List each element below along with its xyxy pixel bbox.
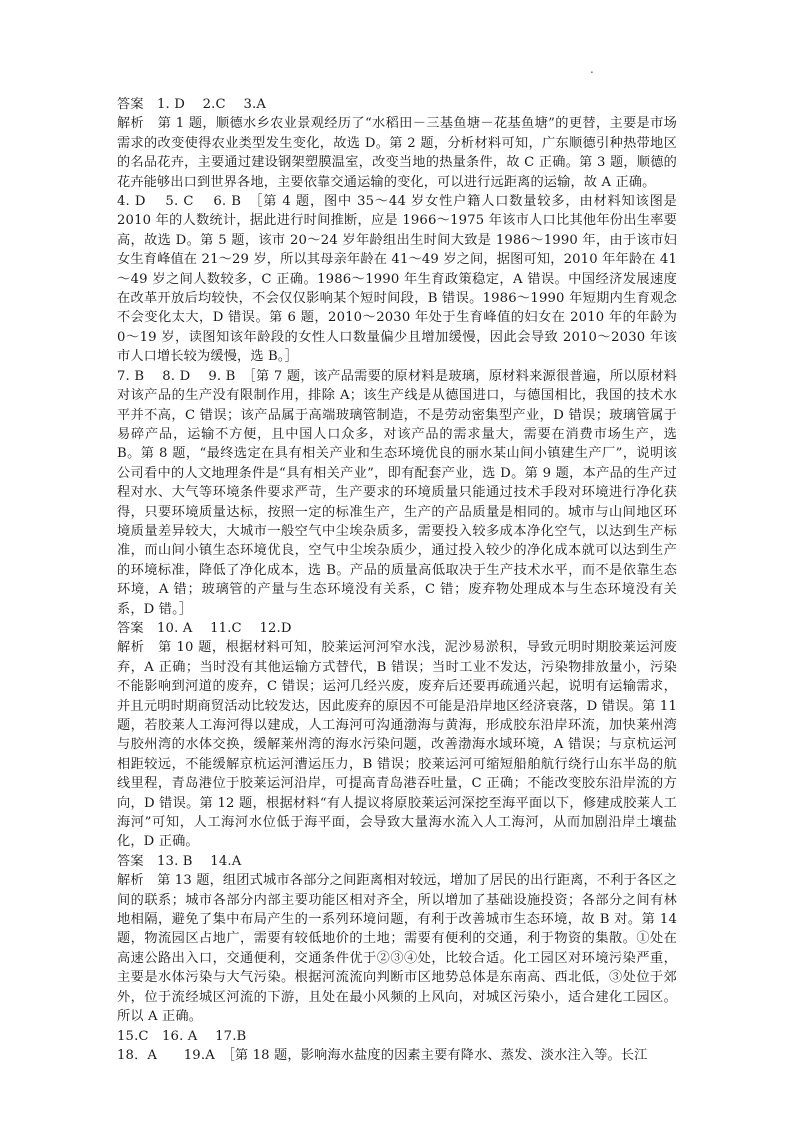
answer-analysis-18-19: 18．A 19.A ［第 18 题，影响海水盐度的因素主要有降水、蒸发、淡水注入等。长江 (117, 1047, 648, 1063)
answer-line-10-12: 答案 10. A 11.C 12.D (117, 620, 292, 636)
answer-line-13-14: 答案 13. B 14.A (117, 853, 242, 869)
answer-analysis-4-6: 4. D 5. C 6. B ［第 4 题，图中 35～44 岁女性户籍人口数量较多，由材料知该图是 2010 年的人数统计，据此进行时间推断，应是 1966～1975 年该市人口比其他年份出生率要高，故选 D。第 5 题，该市 20～24 岁年龄组出生时间大致是 1986～1990 年，由于该市妇女生育峰值在 21～29 岁，所以其母亲年龄在 41～49 岁之间，据图可知，2010 年年龄在 41～49 岁之间人数较多，C 正确。1986～1990 年生育政策稳定，A 错误。中国经济发展速度在改革开放后均较快，不会仅仅影响某个短时间段，B 错误。1986～1990 年短期内生育观念不会变化太大，D 错误。第 6 题，2010～2030 年处于生育峰值的妇女在 2010 年的年龄为 0～19 岁，读图知该年龄段的女性人口数量偏少且增加缓慢，因此会导致 2010～2030 年该市人口增长较为缓慢，选 B。］ (117, 194, 682, 365)
answer-line-1-3: 答案 1. D 2.C 3.A (117, 97, 266, 112)
answer-key-text (117, 95, 682, 1065)
analysis-13-14: 解析 第 13 题，组团式城市各部分之间距离相对较远，增加了居民的出行距离，不利于各区之间的联系；城市各部分内部主要功能区相对齐全，所以增加了基础设施投资；各部分之间有林地相隔，避免了集中布局产生的一系列环境问题，有利于改善城市生态环境，故 B 对。第 14 题，物流园区占地广，需要有较低地价的土地；需要有便利的交通，利于物资的集散。①处在高速公路出入口，交通便利，交通条件优于②③④处，比较合适。化工园区对环境污染严重，主要是水体污染与大气污染。根据河流流向判断市区地势总体是东南高、西北低，③处位于郊外，位于流经城区河流的下游，且处在最小风频的上风向，对城区污染小，适合建化工园区。所以 A 正确。 (117, 873, 682, 1025)
answer-analysis-7-9: 7. B 8. D 9. B ［第 7 题，该产品需要的原材料是玻璃，原材料来源很普遍，所以原材料对该产品的生产没有限制作用，排除 A；该生产线是从德国进口，与德国相比，我国的技术水平并不高，C 错误；该产品属于高端玻璃管制造，不是劳动密集型产业，D 错误；玻璃管属于易碎产品，运输不方便，且中国人口众多，对该产品的需求量大，需要在消费市场生产，选 B。第 8 题，“最终选定在具有相关产业和生态环境优良的丽水某山间小镇建生产厂”，说明该公司看中的人文地理条件是“具有相关产业”，即有配套产业，选 D。第 9 题，本产品的生产过程对水、大气等环境条件要求严苛，生产要求的环境质量只能通过技术手段对环境进行净化获得，只要环境质量达标，按照一定的标准生产，生产的产品质量是相同的。城市与山间地区环境质量差异较大，大城市一般空气中尘埃杂质多，需要投入较多成本净化空气，以达到生产标准，而山间小镇生态环境优良，空气中尘埃杂质少，通过投入较少的净化成本就可以达到生产的环境标准，降低了净化成本，选 B。产品的质量高低取决于生产技术水平，而不是依靠生态环境，A 错；玻璃管的产量与生态环境没有关系，C 错；废弃物处理成本与生态环境没有关系，D 错。］ (117, 368, 682, 617)
answer-line-15-17: 15.C 16. A 17.B (117, 1028, 247, 1044)
analysis-1-3: 解析 第 1 题，顺德水乡农业景观经历了“水稻田－三基鱼塘－花基鱼塘”的更替，主要是市场需求的改变使得农业类型发生变化，故选 D。第 2 题，分析材料可知，广东顺德引种热带地区的名品花卉，主要通过建设钢架塑膜温室，改变当地的热量条件，故 C 正确。第 3 题，顺德的花卉能够出口到世界各地，主要依靠交通运输的变化，可以进行远距离的运输，故 A 正确。 (117, 116, 677, 190)
page-mark: . (590, 62, 594, 76)
analysis-10-12: 解析 第 10 题，根据材料可知，胶莱运河河窄水浅，泥沙易淤积，导致元明时期胶莱运河废弃，A 正确；当时没有其他运输方式替代，B 错误；当时工业不发达，污染物排放量小，污染不能影响到河道的废弃，C 错误；运河几经兴废，废弃后还要再疏通兴起，说明有运输需求，并且元明时期商贸活动比较发达，因此废弃的原因不可能是沿岸地区经济衰落，D 错误。第 11 题，若胶莱人工海河得以建成，人工海河可沟通渤海与黄海，形成胶东沿岸环流，加快莱州湾与胶州湾的水体交换，缓解莱州湾的海水污染问题，改善渤海水域环境，A 错误；与京杭运河相距较远，不能缓解京杭运河漕运压力，B 错误；胶莱运河可缩短船舶航行绕行山东半岛的航线里程，青岛港位于胶莱运河沿岸，可提高青岛港吞吐量，C 正确；不能改变胶东沿岸流的方向，D 错误。第 12 题，根据材料“有人提议将原胶莱运河深挖至海平面以下，修建成胶莱人工海河”可知，人工海河水位低于海平面，会导致大量海水流入人工海河，从而加剧沿岸土壤盐化，D 正确。 (117, 640, 682, 850)
